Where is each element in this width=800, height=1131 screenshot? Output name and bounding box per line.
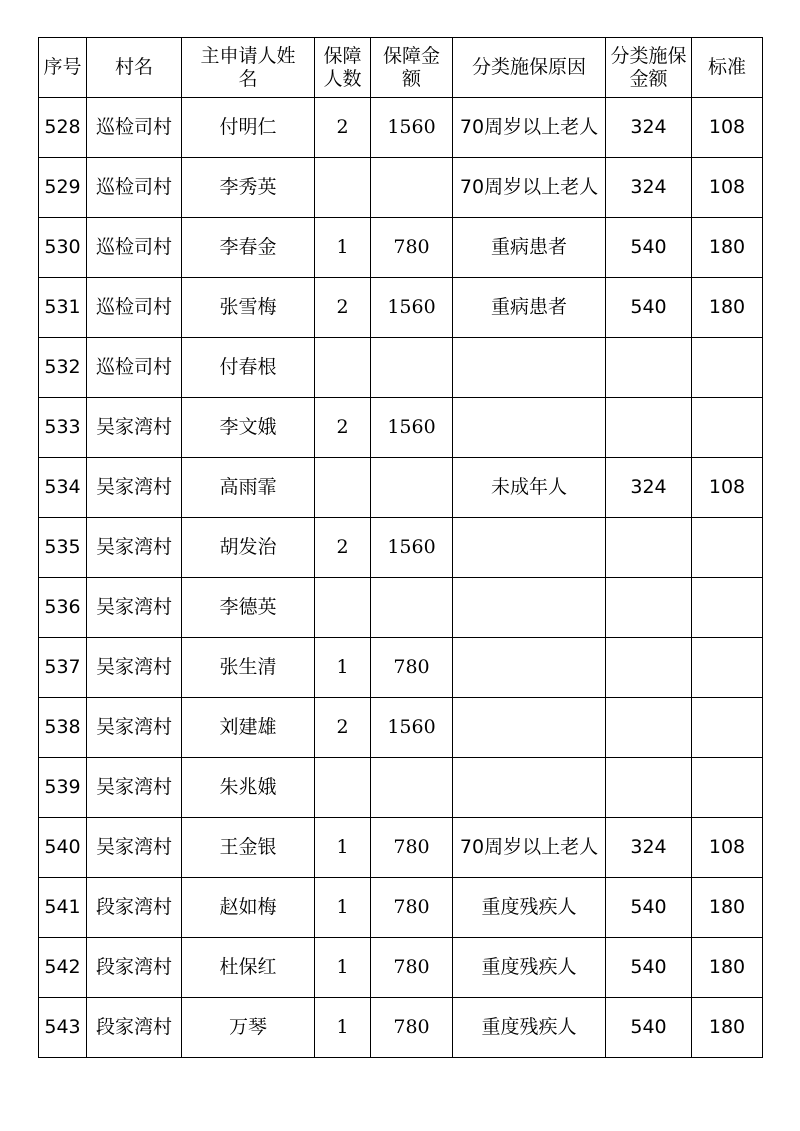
- cell-persons: 2: [315, 518, 371, 578]
- cell-seq: 542: [39, 938, 87, 998]
- header-persons: 保障人数: [315, 38, 371, 98]
- cell-seq: 538: [39, 698, 87, 758]
- cell-amount: 1560: [371, 398, 453, 458]
- cell-amount: 780: [371, 638, 453, 698]
- cell-persons: [315, 458, 371, 518]
- cell-class-amount: 540: [606, 278, 692, 338]
- cell-persons: 2: [315, 278, 371, 338]
- cell-standard: [692, 338, 763, 398]
- table-row: [39, 518, 763, 578]
- cell-class-amount: [606, 758, 692, 818]
- table-row: [39, 878, 763, 938]
- cell-class-amount: [606, 578, 692, 638]
- header-seq: 序号: [39, 38, 87, 98]
- header-class-amount: 分类施保金额: [606, 38, 692, 98]
- cell-standard: 180: [692, 218, 763, 278]
- cell-village: 吴家湾村: [87, 818, 182, 878]
- cell-reason: [453, 338, 606, 398]
- cell-village: 巡检司村: [87, 158, 182, 218]
- cell-reason: 70周岁以上老人: [453, 98, 606, 158]
- cell-applicant: 付明仁: [182, 98, 315, 158]
- cell-seq: 540: [39, 818, 87, 878]
- table-row: [39, 998, 763, 1058]
- cell-amount: [371, 338, 453, 398]
- cell-village: 吴家湾村: [87, 458, 182, 518]
- cell-village: 段家湾村: [87, 878, 182, 938]
- cell-seq: 531: [39, 278, 87, 338]
- cell-applicant: 张生清: [182, 638, 315, 698]
- cell-amount: 1560: [371, 698, 453, 758]
- cell-reason: [453, 398, 606, 458]
- cell-persons: 1: [315, 638, 371, 698]
- cell-reason: 70周岁以上老人: [453, 818, 606, 878]
- cell-standard: [692, 638, 763, 698]
- header-applicant: 主申请人姓名: [182, 38, 315, 98]
- cell-class-amount: [606, 338, 692, 398]
- cell-seq: 528: [39, 98, 87, 158]
- cell-applicant: 王金银: [182, 818, 315, 878]
- cell-village: 吴家湾村: [87, 518, 182, 578]
- cell-applicant: 杜保红: [182, 938, 315, 998]
- cell-seq: 536: [39, 578, 87, 638]
- cell-class-amount: 324: [606, 98, 692, 158]
- cell-village: 巡检司村: [87, 338, 182, 398]
- cell-village: 吴家湾村: [87, 638, 182, 698]
- cell-standard: 108: [692, 458, 763, 518]
- cell-standard: 108: [692, 158, 763, 218]
- cell-persons: 1: [315, 938, 371, 998]
- cell-amount: 780: [371, 998, 453, 1058]
- cell-amount: [371, 158, 453, 218]
- cell-persons: 2: [315, 698, 371, 758]
- cell-seq: 533: [39, 398, 87, 458]
- table-row: [39, 818, 763, 878]
- cell-persons: 1: [315, 818, 371, 878]
- cell-persons: [315, 338, 371, 398]
- cell-applicant: 李文娥: [182, 398, 315, 458]
- cell-standard: [692, 758, 763, 818]
- cell-seq: 539: [39, 758, 87, 818]
- table-row: [39, 638, 763, 698]
- cell-reason: 重度残疾人: [453, 998, 606, 1058]
- cell-standard: 180: [692, 938, 763, 998]
- cell-class-amount: [606, 698, 692, 758]
- cell-persons: [315, 758, 371, 818]
- subsidy-roster-table: [38, 37, 763, 1058]
- cell-persons: [315, 578, 371, 638]
- cell-seq: 530: [39, 218, 87, 278]
- cell-persons: 1: [315, 218, 371, 278]
- cell-class-amount: 540: [606, 878, 692, 938]
- table-row: [39, 158, 763, 218]
- table-row: [39, 458, 763, 518]
- cell-applicant: 付春根: [182, 338, 315, 398]
- cell-class-amount: [606, 638, 692, 698]
- cell-class-amount: 540: [606, 938, 692, 998]
- cell-class-amount: 324: [606, 818, 692, 878]
- cell-village: 巡检司村: [87, 278, 182, 338]
- table-body: [39, 98, 763, 1058]
- table-row: [39, 578, 763, 638]
- cell-amount: 1560: [371, 98, 453, 158]
- cell-seq: 532: [39, 338, 87, 398]
- cell-standard: [692, 578, 763, 638]
- cell-standard: 180: [692, 878, 763, 938]
- header-village: 村名: [87, 38, 182, 98]
- cell-reason: [453, 698, 606, 758]
- table-row: [39, 218, 763, 278]
- cell-class-amount: 540: [606, 218, 692, 278]
- cell-seq: 535: [39, 518, 87, 578]
- cell-village: 吴家湾村: [87, 758, 182, 818]
- header-amount: 保障金额: [371, 38, 453, 98]
- cell-village: 段家湾村: [87, 998, 182, 1058]
- cell-applicant: 李春金: [182, 218, 315, 278]
- header-standard: 标准: [692, 38, 763, 98]
- cell-persons: 1: [315, 998, 371, 1058]
- cell-class-amount: 540: [606, 998, 692, 1058]
- cell-applicant: 李德英: [182, 578, 315, 638]
- cell-applicant: 李秀英: [182, 158, 315, 218]
- cell-standard: [692, 698, 763, 758]
- cell-amount: [371, 758, 453, 818]
- cell-persons: 1: [315, 878, 371, 938]
- cell-standard: 180: [692, 998, 763, 1058]
- cell-reason: [453, 758, 606, 818]
- cell-reason: 重度残疾人: [453, 878, 606, 938]
- cell-class-amount: 324: [606, 458, 692, 518]
- cell-reason: [453, 578, 606, 638]
- header-reason: 分类施保原因: [453, 38, 606, 98]
- cell-applicant: 张雪梅: [182, 278, 315, 338]
- cell-amount: [371, 578, 453, 638]
- cell-applicant: 朱兆娥: [182, 758, 315, 818]
- cell-applicant: 刘建雄: [182, 698, 315, 758]
- cell-reason: 重病患者: [453, 218, 606, 278]
- table-row: [39, 938, 763, 998]
- cell-amount: 780: [371, 818, 453, 878]
- cell-standard: 180: [692, 278, 763, 338]
- cell-applicant: 赵如梅: [182, 878, 315, 938]
- cell-amount: 780: [371, 218, 453, 278]
- cell-reason: 重病患者: [453, 278, 606, 338]
- cell-seq: 543: [39, 998, 87, 1058]
- cell-applicant: 万琴: [182, 998, 315, 1058]
- cell-persons: 2: [315, 398, 371, 458]
- table-row: [39, 398, 763, 458]
- table-row: [39, 278, 763, 338]
- cell-village: 巡检司村: [87, 98, 182, 158]
- cell-village: 吴家湾村: [87, 398, 182, 458]
- table-row: [39, 338, 763, 398]
- cell-class-amount: 324: [606, 158, 692, 218]
- cell-village: 巡检司村: [87, 218, 182, 278]
- cell-amount: 1560: [371, 278, 453, 338]
- cell-village: 吴家湾村: [87, 698, 182, 758]
- cell-reason: [453, 518, 606, 578]
- cell-village: 吴家湾村: [87, 578, 182, 638]
- cell-amount: 780: [371, 938, 453, 998]
- cell-village: 段家湾村: [87, 938, 182, 998]
- cell-reason: 未成年人: [453, 458, 606, 518]
- cell-amount: 780: [371, 878, 453, 938]
- cell-reason: 70周岁以上老人: [453, 158, 606, 218]
- cell-seq: 529: [39, 158, 87, 218]
- cell-class-amount: [606, 518, 692, 578]
- cell-standard: 108: [692, 818, 763, 878]
- cell-reason: 重度残疾人: [453, 938, 606, 998]
- cell-amount: 1560: [371, 518, 453, 578]
- cell-applicant: 胡发治: [182, 518, 315, 578]
- cell-seq: 537: [39, 638, 87, 698]
- cell-persons: 2: [315, 98, 371, 158]
- cell-standard: [692, 518, 763, 578]
- cell-persons: [315, 158, 371, 218]
- cell-class-amount: [606, 398, 692, 458]
- cell-seq: 541: [39, 878, 87, 938]
- cell-reason: [453, 638, 606, 698]
- cell-standard: [692, 398, 763, 458]
- cell-applicant: 高雨霏: [182, 458, 315, 518]
- table-row: [39, 698, 763, 758]
- table-row: [39, 758, 763, 818]
- table-header-row: [39, 38, 763, 98]
- cell-seq: 534: [39, 458, 87, 518]
- cell-standard: 108: [692, 98, 763, 158]
- table-row: [39, 98, 763, 158]
- cell-amount: [371, 458, 453, 518]
